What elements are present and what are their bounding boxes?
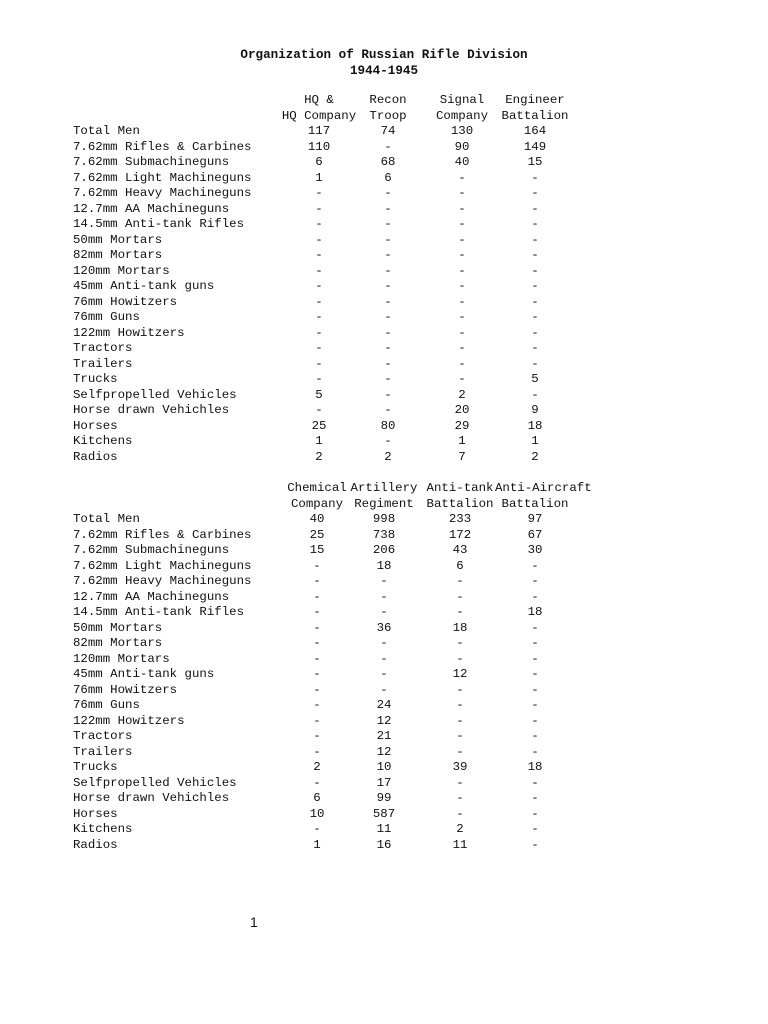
table-cell: - <box>380 651 388 666</box>
table-row <box>73 434 633 450</box>
row-label: 120mm Mortars <box>73 651 170 666</box>
table-row <box>73 776 633 792</box>
table-cell: - <box>384 232 392 247</box>
table-cell: 18 <box>376 558 392 573</box>
table-cell: - <box>313 682 321 697</box>
table-row <box>73 202 633 218</box>
table-cell: - <box>531 636 539 650</box>
table-cell: - <box>315 372 323 386</box>
table-cell: 149 <box>523 139 547 154</box>
table-cell: - <box>531 698 539 712</box>
table-cell: - <box>458 263 466 278</box>
table-cell: - <box>458 232 466 247</box>
table-cell: 6 <box>384 170 392 185</box>
table-cell: - <box>531 558 539 573</box>
table-cell: 998 <box>372 512 396 526</box>
table-cell: - <box>384 387 392 402</box>
table-cell: 7 <box>458 449 466 464</box>
table-cell: 130 <box>450 124 474 138</box>
table-row <box>73 667 633 683</box>
table-cell: - <box>458 325 466 340</box>
table-cell: 233 <box>448 512 472 526</box>
table-cell: - <box>531 263 539 278</box>
row-label: 76mm Howitzers <box>73 682 178 697</box>
table-cell: 110 <box>307 139 331 154</box>
row-label: Kitchens <box>73 434 133 448</box>
row-label: 7.62mm Heavy Machineguns <box>73 186 252 200</box>
table-cell: - <box>531 775 539 790</box>
table-row <box>73 279 633 295</box>
table-row <box>73 140 633 156</box>
table-cell: 24 <box>376 698 392 712</box>
table-cell: - <box>380 574 388 588</box>
table-header-row <box>73 497 633 513</box>
table-cell: 1 <box>315 434 323 448</box>
table-cell: 29 <box>454 418 470 433</box>
table-cell: - <box>456 775 464 790</box>
document-subtitle-years: 1944-1945 <box>349 64 419 78</box>
row-label: Tractors <box>73 729 133 743</box>
table-header-row <box>73 109 633 125</box>
row-label: Total Men <box>73 512 140 526</box>
table-cell: - <box>456 682 464 697</box>
page-number: 1 <box>250 914 258 930</box>
table-cell: 6 <box>456 558 464 573</box>
row-label: 7.62mm Rifles & Carbines <box>73 139 252 154</box>
row-label: Tractors <box>73 341 133 355</box>
table-cell: - <box>531 325 539 340</box>
table-cell: - <box>531 729 539 743</box>
table-cell: - <box>456 605 464 619</box>
table-cell: - <box>384 325 392 340</box>
table-cell: - <box>384 356 392 371</box>
table-cell: - <box>531 387 539 402</box>
row-label: 7.62mm Light Machineguns <box>73 558 252 573</box>
table-cell: - <box>384 217 392 231</box>
table-cell: - <box>458 248 466 262</box>
row-label: 76mm Guns <box>73 310 140 324</box>
table-row <box>73 528 633 544</box>
table-cell: - <box>458 341 466 355</box>
table-cell: - <box>384 403 392 417</box>
column-header: Troop <box>369 108 407 123</box>
table-cell: - <box>531 232 539 247</box>
table-row <box>73 155 633 171</box>
table-cell: - <box>458 217 466 231</box>
table-cell: - <box>531 791 539 805</box>
table-cell: - <box>456 574 464 588</box>
table-cell: 17 <box>376 775 392 790</box>
table-row <box>73 217 633 233</box>
table-cell: 90 <box>454 139 470 154</box>
table-cell: - <box>384 434 392 448</box>
table-cell: 39 <box>452 760 468 774</box>
row-label: Kitchens <box>73 822 133 836</box>
table-row <box>73 714 633 730</box>
table-cell: - <box>531 682 539 697</box>
table-row <box>73 450 633 466</box>
table-row <box>73 636 633 652</box>
column-header: Regiment <box>354 496 414 511</box>
table-row <box>73 357 633 373</box>
table-row <box>73 590 633 606</box>
table-cell: - <box>380 605 388 619</box>
table-cell: - <box>531 341 539 355</box>
table-cell: - <box>531 667 539 681</box>
row-label: 7.62mm Rifles & Carbines <box>73 527 252 542</box>
column-header: HQ Company <box>281 108 357 123</box>
row-label: 45mm Anti-tank guns <box>73 279 215 293</box>
table-cell: - <box>458 310 466 324</box>
table-cell: - <box>380 667 388 681</box>
table-cell: - <box>531 294 539 309</box>
row-label: 76mm Howitzers <box>73 294 178 309</box>
table-cell: 6 <box>313 791 321 805</box>
row-label: Trucks <box>73 760 118 774</box>
row-label: 122mm Howitzers <box>73 713 185 728</box>
table-cell: - <box>456 698 464 712</box>
column-header: Company <box>290 496 344 511</box>
row-label: 7.62mm Submachineguns <box>73 543 230 557</box>
table-cell: - <box>380 682 388 697</box>
table-cell: 9 <box>531 403 539 417</box>
table-cell: 15 <box>309 543 325 557</box>
column-header: Anti-tank <box>426 481 494 495</box>
table-cell: - <box>531 170 539 185</box>
table-row <box>73 698 633 714</box>
table-cell: - <box>458 186 466 200</box>
table-cell: - <box>315 325 323 340</box>
table-cell: - <box>531 806 539 821</box>
table-cell: - <box>531 279 539 293</box>
table-cell: - <box>458 201 466 216</box>
table-row <box>73 171 633 187</box>
table-cell: - <box>313 667 321 681</box>
column-header: Signal <box>439 93 485 107</box>
table-cell: 11 <box>376 822 392 836</box>
table-cell: - <box>384 139 392 154</box>
row-label: Selfpropelled Vehicles <box>73 387 237 402</box>
row-label: Horses <box>73 806 118 821</box>
table-cell: 2 <box>456 822 464 836</box>
table-row <box>73 729 633 745</box>
table-cell: - <box>315 279 323 293</box>
table-row <box>73 543 633 559</box>
table-cell: 99 <box>376 791 392 805</box>
table-cell: - <box>315 294 323 309</box>
table-cell: - <box>458 170 466 185</box>
table-cell: 43 <box>452 543 468 557</box>
table-cell: - <box>531 837 539 852</box>
organization-table-2 <box>73 481 633 853</box>
table-cell: 2 <box>531 449 539 464</box>
table-cell: - <box>315 263 323 278</box>
table-cell: 1 <box>531 434 539 448</box>
table-cell: 36 <box>376 620 392 635</box>
table-cell: - <box>458 294 466 309</box>
table-header-row <box>73 481 633 497</box>
row-label: Total Men <box>73 124 140 138</box>
table-row <box>73 248 633 264</box>
row-label: 50mm Mortars <box>73 620 163 635</box>
table-cell: 2 <box>313 760 321 774</box>
table-cell: 164 <box>523 124 547 138</box>
table-cell: - <box>531 620 539 635</box>
row-label: Selfpropelled Vehicles <box>73 775 237 790</box>
table-cell: - <box>531 310 539 324</box>
row-label: 45mm Anti-tank guns <box>73 667 215 681</box>
table-row <box>73 791 633 807</box>
table-cell: 12 <box>452 667 468 681</box>
row-label: Trailers <box>73 356 133 371</box>
column-header: HQ & <box>304 93 334 107</box>
row-label: Radios <box>73 449 118 464</box>
table-cell: 40 <box>309 512 325 526</box>
table-row <box>73 838 633 854</box>
table-cell: 5 <box>315 387 323 402</box>
document-title: Organization of Russian Rifle Division <box>240 48 528 62</box>
table-cell: - <box>313 636 321 650</box>
table-cell: - <box>315 341 323 355</box>
table-cell: - <box>531 217 539 231</box>
table-cell: - <box>313 620 321 635</box>
table-row <box>73 574 633 590</box>
table-cell: - <box>380 589 388 604</box>
row-label: 14.5mm Anti-tank Rifles <box>73 217 245 231</box>
table-cell: - <box>384 310 392 324</box>
table-cell: - <box>456 589 464 604</box>
table-cell: 74 <box>380 124 396 138</box>
row-label: 120mm Mortars <box>73 263 170 278</box>
table-cell: - <box>531 713 539 728</box>
column-header: Artillery <box>350 481 418 495</box>
table-cell: - <box>315 403 323 417</box>
row-label: Horse drawn Vehichles <box>73 791 230 805</box>
column-header: Chemical <box>287 481 347 495</box>
table-cell: - <box>458 279 466 293</box>
table-cell: - <box>456 744 464 759</box>
table-cell: 15 <box>527 155 543 169</box>
row-label: 7.62mm Heavy Machineguns <box>73 574 252 588</box>
row-label: Trucks <box>73 372 118 386</box>
table-cell: 40 <box>454 155 470 169</box>
table-cell: - <box>531 822 539 836</box>
row-label: 76mm Guns <box>73 698 140 712</box>
row-label: 122mm Howitzers <box>73 325 185 340</box>
table-cell: - <box>315 201 323 216</box>
column-header: Battalion <box>426 496 494 511</box>
table-cell: 97 <box>527 512 543 526</box>
table-cell: - <box>313 822 321 836</box>
table-cell: - <box>384 294 392 309</box>
row-label: 12.7mm AA Machineguns <box>73 589 230 604</box>
row-label: 12.7mm AA Machineguns <box>73 201 230 216</box>
table-cell: 18 <box>527 418 543 433</box>
table-cell: - <box>456 729 464 743</box>
table-cell: - <box>313 574 321 588</box>
row-label: 82mm Mortars <box>73 636 163 650</box>
table-row <box>73 605 633 621</box>
table-cell: - <box>456 791 464 805</box>
row-label: 82mm Mortars <box>73 248 163 262</box>
table-row <box>73 621 633 637</box>
table-row <box>73 310 633 326</box>
table-cell: 1 <box>315 170 323 185</box>
table-cell: - <box>384 341 392 355</box>
table-row <box>73 683 633 699</box>
table-row <box>73 807 633 823</box>
table-cell: - <box>315 217 323 231</box>
table-cell: - <box>315 356 323 371</box>
table-cell: - <box>531 651 539 666</box>
table-cell: 18 <box>452 620 468 635</box>
table-row <box>73 652 633 668</box>
table-cell: 738 <box>372 527 396 542</box>
row-label: Horses <box>73 418 118 433</box>
table-cell: - <box>458 372 466 386</box>
table-cell: - <box>531 744 539 759</box>
table-cell: - <box>315 310 323 324</box>
table-row <box>73 512 633 528</box>
table-cell: - <box>531 356 539 371</box>
table-cell: 30 <box>527 543 543 557</box>
table-cell: - <box>313 729 321 743</box>
column-header: Battalion <box>501 108 569 123</box>
table-row <box>73 264 633 280</box>
table-cell: 67 <box>527 527 543 542</box>
table-cell: 6 <box>315 155 323 169</box>
table-row <box>73 419 633 435</box>
table-cell: - <box>315 186 323 200</box>
table-cell: - <box>313 605 321 619</box>
table-row <box>73 295 633 311</box>
table-cell: - <box>384 201 392 216</box>
table-cell: - <box>531 589 539 604</box>
table-cell: - <box>315 232 323 247</box>
table-row <box>73 403 633 419</box>
table-cell: 18 <box>527 605 543 619</box>
table-row <box>73 760 633 776</box>
table-cell: - <box>456 651 464 666</box>
row-label: 7.62mm Light Machineguns <box>73 170 252 185</box>
row-label: Horse drawn Vehichles <box>73 403 230 417</box>
table-cell: 21 <box>376 729 392 743</box>
table-cell: 11 <box>452 837 468 852</box>
table-row <box>73 186 633 202</box>
table-cell: 18 <box>527 760 543 774</box>
table-cell: 587 <box>372 806 396 821</box>
table-cell: - <box>456 636 464 650</box>
table-cell: - <box>458 356 466 371</box>
table-row <box>73 745 633 761</box>
table-cell: - <box>456 806 464 821</box>
table-cell: - <box>456 713 464 728</box>
column-header: Anti-Aircraft <box>495 481 592 495</box>
table-cell: 80 <box>380 418 396 433</box>
table-cell: 206 <box>372 543 396 557</box>
table-cell: 5 <box>531 372 539 386</box>
table-cell: 2 <box>384 449 392 464</box>
table-cell: - <box>313 651 321 666</box>
table-cell: - <box>384 279 392 293</box>
table-cell: 10 <box>376 760 392 774</box>
table-cell: 20 <box>454 403 470 417</box>
table-cell: - <box>384 263 392 278</box>
row-label: 14.5mm Anti-tank Rifles <box>73 605 245 619</box>
table-cell: - <box>531 186 539 200</box>
table-cell: - <box>384 248 392 262</box>
table-row <box>73 341 633 357</box>
table-cell: 2 <box>458 387 466 402</box>
table-cell: 25 <box>309 527 325 542</box>
table-cell: - <box>531 574 539 588</box>
table-cell: 2 <box>315 449 323 464</box>
table-cell: - <box>313 698 321 712</box>
organization-table-1 <box>73 93 633 465</box>
column-header: Battalion <box>501 496 569 511</box>
table-cell: - <box>313 558 321 573</box>
table-cell: 25 <box>311 418 327 433</box>
table-cell: - <box>380 636 388 650</box>
table-cell: - <box>313 744 321 759</box>
table-cell: 12 <box>376 744 392 759</box>
table-cell: 16 <box>376 837 392 852</box>
table-row <box>73 326 633 342</box>
table-cell: 68 <box>380 155 396 169</box>
column-header: Engineer <box>505 93 565 107</box>
table-cell: - <box>531 201 539 216</box>
column-header: Company <box>435 108 489 123</box>
table-header-row <box>73 93 633 109</box>
table-cell: - <box>315 248 323 262</box>
row-label: Trailers <box>73 744 133 759</box>
table-cell: 117 <box>307 124 331 138</box>
table-cell: - <box>531 248 539 262</box>
table-cell: - <box>313 713 321 728</box>
table-row <box>73 822 633 838</box>
table-cell: - <box>384 372 392 386</box>
table-cell: 12 <box>376 713 392 728</box>
row-label: 50mm Mortars <box>73 232 163 247</box>
row-label: Radios <box>73 837 118 852</box>
column-header: Recon <box>369 93 407 107</box>
table-row <box>73 233 633 249</box>
table-cell: 172 <box>448 527 472 542</box>
table-cell: 10 <box>309 806 325 821</box>
table-cell: - <box>313 775 321 790</box>
table-row <box>73 388 633 404</box>
table-cell: - <box>384 186 392 200</box>
table-row <box>73 124 633 140</box>
table-row <box>73 372 633 388</box>
table-row <box>73 559 633 575</box>
table-cell: 1 <box>458 434 466 448</box>
table-cell: - <box>313 589 321 604</box>
row-label: 7.62mm Submachineguns <box>73 155 230 169</box>
table-cell: 1 <box>313 837 321 852</box>
